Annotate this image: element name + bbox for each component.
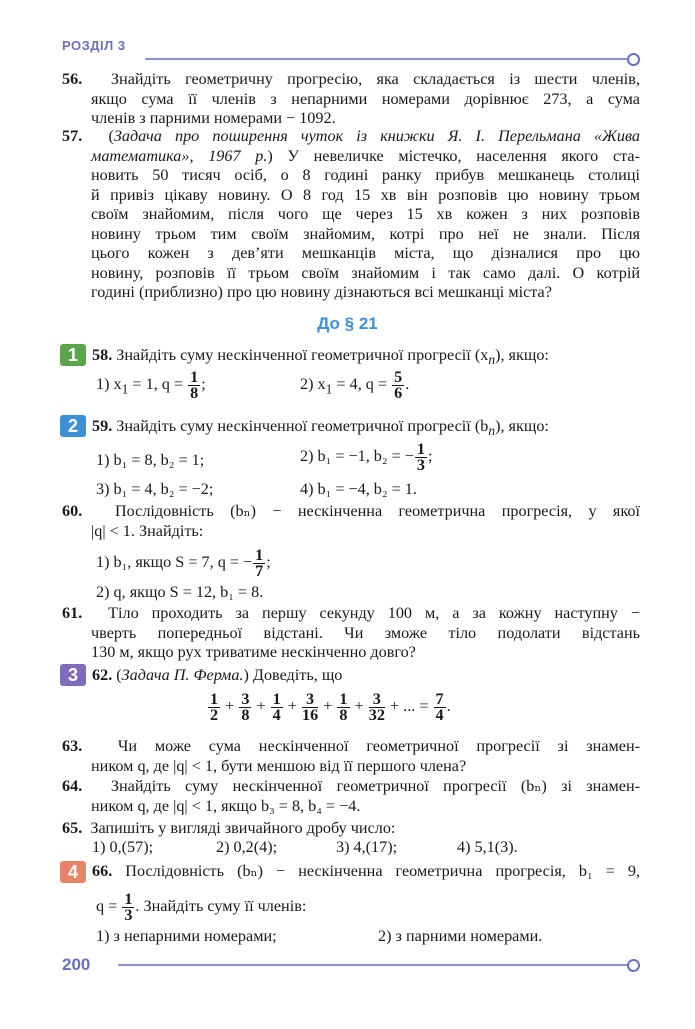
problem-text: ником q, де |q| < 1, якщо b₃ = 8, b₄ = −4. [91, 796, 361, 815]
option-59-1: 1) b₁ = 8, b₂ = 1; [96, 451, 205, 469]
option-text: = 4, q = [332, 375, 392, 394]
problem-59 [92, 416, 549, 441]
problem-62 [92, 665, 342, 685]
problem-text: Чи може сума нескінченної геометричної прогресії зі знамен- [117, 737, 640, 755]
option-text: 1) b₁, якщо S = 7, q = − [96, 553, 253, 572]
problem-number: 65. [62, 819, 83, 837]
problem-number: 59. [92, 417, 113, 435]
option-66-2: 2) з парними номерами. [378, 927, 543, 945]
footer-rule-dot [627, 959, 640, 972]
problem-text: ником q, де |q| < 1, бути меншою від її першого члена? [91, 756, 467, 775]
problem-text: якщо сума її членів з непарними номерами дорівнює 273, а сума [91, 89, 640, 108]
fraction: $\frac{3}{8}$ [241, 690, 250, 724]
problem-source: Задача П. Ферма. [121, 666, 244, 684]
option-59-4: 4) b₁ = −4, b₂ = 1. [300, 480, 417, 498]
problem-number: 66. [92, 862, 113, 880]
operator: + [225, 697, 235, 716]
problem-source: математика», 1967 р. [91, 146, 268, 165]
operator: + ... = [389, 697, 429, 716]
option-59-3: 3) b₁ = 4, b₂ = −2; [96, 480, 214, 498]
problem-text: . Знайдіть суму її членів: [135, 897, 307, 916]
option-65-3: 3) 4,(17); [336, 838, 398, 856]
problem-60 [62, 502, 640, 541]
option-text: ; [428, 447, 433, 466]
problem-number: 60. [62, 502, 83, 520]
option-65-2: 2) 0,2(4); [216, 838, 278, 856]
problem-number: 64. [62, 777, 83, 795]
problem-text: ) Доведіть, що [243, 666, 343, 684]
fraction: $\frac{3}{32}$ [368, 690, 385, 724]
section-title: До § 21 [317, 314, 378, 333]
subscript: n [488, 423, 496, 439]
fraction: $\frac{7}{4}$ [435, 690, 444, 724]
page-number: 200 [62, 955, 91, 974]
problem-text: чверть попередньої відстані. Чи зможе тіло подолати відстань [91, 623, 640, 642]
problem-text: q = [96, 897, 122, 916]
problem-text: Знайдіть суму нескінченної геометричної прогресії (bₙ) зі знамен- [110, 777, 641, 795]
problem-text: своїм знайомим, після чого ще через 15 хв кожен з них розповів [91, 205, 640, 223]
operator: + [287, 697, 297, 716]
problem-text: цього кожен з дев’яти мешканців міста, що дізналися про цю [91, 244, 640, 262]
level-badge-3: 3 [60, 664, 86, 686]
problem-number: 63. [62, 737, 83, 755]
option-58-1: 1) $x_1 = 1$, q = $\frac{1}{8}$ ; [96, 368, 206, 402]
option-65-1: 1) 0,(57); [92, 838, 154, 856]
option-text: 1) x [96, 375, 122, 394]
problem-text: 130 м, якщо рух триватиме нескінченно довго? [91, 643, 416, 661]
problem-text: новину трьом тим своїм знайомим, котрі про неї не знали. Після [91, 224, 640, 243]
problem-56 [62, 70, 640, 129]
subscript: n [488, 352, 496, 368]
problem-text: Тіло проходить за першу секунду 100 м, а за кожну наступну − [108, 604, 640, 622]
fraction: $\frac{1}{2}$ [210, 690, 219, 724]
fraction: $\frac{1}{4}$ [272, 690, 281, 724]
problem-text: Знайдіть суму нескінченної геометричної прогресії (b [116, 417, 489, 435]
operator: . [446, 697, 451, 716]
option-text: = 1, q = [128, 375, 188, 394]
option-60-1 [96, 548, 271, 579]
footer-rule [118, 964, 628, 966]
problem-text: ), якщо: [495, 346, 549, 364]
problem-text: |q| < 1. Знайдіть: [91, 521, 204, 540]
problem-number: 61. [62, 604, 83, 622]
operator: + [323, 697, 333, 716]
option-59-2 [300, 442, 433, 473]
fermat-equation [207, 692, 451, 723]
option-text: ; [266, 553, 271, 572]
level-badge-2: 2 [60, 415, 86, 437]
problem-65 [62, 818, 395, 838]
problem-number: 58. [92, 346, 113, 364]
option-text: 2) b₁ = −1, b₂ = − [300, 447, 414, 466]
problem-number: 56. [62, 70, 83, 88]
operator: + [354, 697, 364, 716]
problem-63 [62, 737, 640, 776]
option-58-2: 2) $x_1 = 4$, q = $\frac{5}{6}$ . [300, 368, 410, 402]
problem-64 [62, 777, 640, 816]
problem-number: 62. [92, 666, 113, 684]
header-rule [145, 58, 627, 60]
option-text: ; [201, 375, 206, 394]
problem-text: ), якщо: [495, 417, 549, 435]
problem-58 [92, 345, 549, 370]
paren: ( [108, 127, 114, 145]
fraction: $\frac{5}{6}$ [394, 368, 403, 402]
problem-text: й привіз цікаву новину. О 8 год 15 хв він розповів цю новину трьом [91, 185, 640, 204]
option-65-4: 4) 5,1(3). [457, 838, 518, 856]
fraction: $\frac{1}{8}$ [339, 690, 348, 724]
option-text: 2) x [300, 375, 326, 394]
problem-source: Задача про поширення чуток із книжки Я. І. Перельмана «Жива [113, 127, 640, 145]
problem-66-ratio [96, 892, 306, 923]
problem-66 [92, 862, 640, 882]
problem-61 [62, 604, 640, 663]
fraction: $\frac{1}{7}$ [255, 546, 264, 580]
problem-number: 57. [62, 127, 83, 145]
problem-text: новить 50 тисяч осіб, о 8 годині ранку прибув мешканець столиці [91, 166, 640, 184]
fraction: $\frac{1}{8}$ [190, 368, 199, 402]
level-badge-1: 1 [60, 344, 86, 366]
fraction: $\frac{1}{3}$ [416, 440, 425, 474]
level-badge-4: 4 [60, 861, 86, 883]
paren: ( [116, 666, 122, 684]
problem-text: Запишіть у вигляді звичайного дробу число: [90, 819, 396, 837]
header-rule-dot [627, 53, 640, 66]
operator: + [256, 697, 266, 716]
problem-57 [62, 127, 640, 303]
option-66-1: 1) з непарними номерами; [96, 927, 277, 945]
problem-text: ) У невеличке містечко, населення якого ста- [267, 146, 640, 165]
problem-text: годині (приблизно) про цю новину дізнаються всі мешканці міста? [91, 283, 552, 301]
fraction: $\frac{1}{3}$ [124, 890, 133, 924]
problem-text: Знайдіть геометричну прогресію, яка складається із шести членів, [110, 70, 640, 88]
problem-text: Послідовність (bₙ) − нескінченна геометрична прогресія, у якої [114, 502, 640, 520]
option-text: . [405, 375, 410, 394]
problem-text: Послідовність (bₙ) − нескінченна геометрична прогресія, b₁ = 9, [125, 862, 640, 880]
option-60-2: 2) q, якщо S = 12, b₁ = 8. [96, 583, 264, 601]
problem-text: членів з парними номерами − 1092. [91, 109, 336, 127]
section-header: РОЗДІЛ 3 [62, 38, 126, 53]
problem-text: Знайдіть суму нескінченної геометричної прогресії (x [116, 346, 489, 364]
fraction: $\frac{3}{16}$ [301, 690, 319, 724]
problem-text: новину, розповів її трьом своїм знайомим і так само далі. О котрій [91, 263, 640, 282]
